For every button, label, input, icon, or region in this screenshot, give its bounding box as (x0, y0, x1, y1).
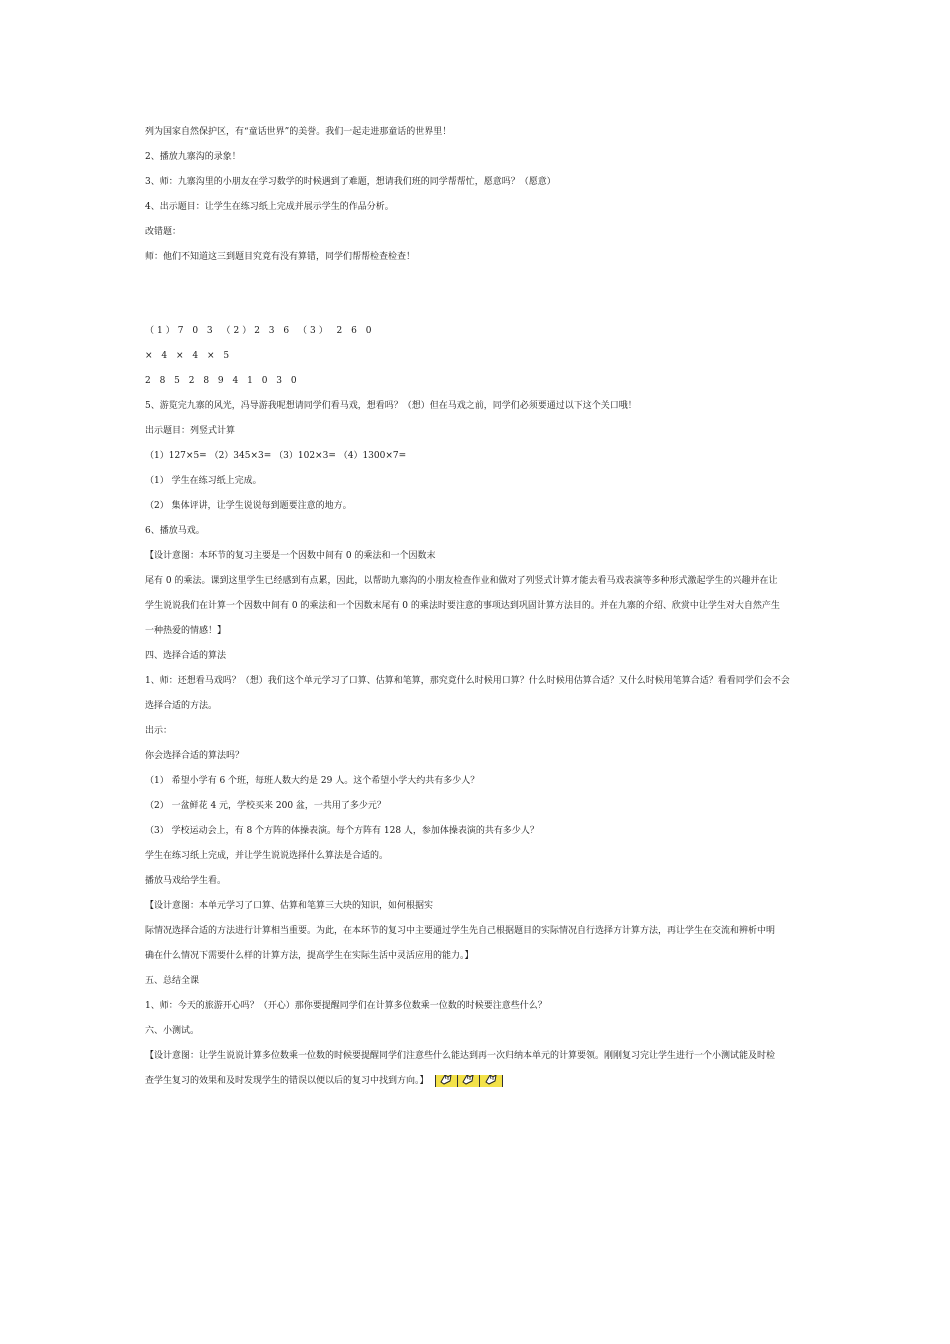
paragraph-line: 出示： (145, 726, 173, 736)
math-problem-line: 2 8 5 2 8 9 4 1 0 3 0 (145, 376, 300, 386)
paragraph-line: （2） 集体评讲，让学生说说每到题要注意的地方。 (145, 501, 352, 511)
paragraph-line: 一种热爱的情感！】 (145, 626, 227, 636)
stamp-strip (435, 1075, 503, 1087)
paragraph-line: （2） 一盆鲜花 4 元，学校买来 200 盆，一共用了多少元？ (145, 801, 386, 811)
paragraph-line: 【设计意图：本环节的复习主要是一个因数中间有 0 的乘法和一个因数末 (145, 551, 436, 561)
paragraph-line: 选择合适的方法。 (145, 701, 218, 711)
paragraph-line: 学生在练习纸上完成，并让学生说说选择什么算法是合适的。 (145, 851, 389, 861)
paragraph-line: 你会选择合适的算法吗？ (145, 751, 245, 761)
paragraph-line: 3、师：九寨沟里的小朋友在学习数学的时候遇到了难题，想请我们班的同学帮帮忙，愿意吗？（愿意） (145, 177, 556, 187)
blank-space (145, 276, 815, 325)
final-line (145, 1075, 815, 1087)
math-problem-line: （1）7 0 3 （2）2 3 6 （3） 2 6 0 (145, 326, 375, 336)
paragraph-line: （3） 学校运动会上，有 8 个方阵的体操表演。每个方阵有 128 人，参加体操表演的共有多少人？ (145, 826, 539, 836)
paragraph-line: 【设计意图：本单元学习了口算、估算和笔算三大块的知识，如何根据实 (145, 901, 434, 911)
paragraph-line: （1） 希望小学有 6 个班，每班人数大约是 29 人。这个希望小学大约共有多少人？ (145, 776, 480, 786)
hand-pointer-icon (480, 1075, 502, 1087)
section-heading: 六、小测试。 (145, 1026, 200, 1036)
paragraph-line: 学生说说我们在计算一个因数中间有 0 的乘法和一个因数末尾有 0 的乘法时要注意的事项达到巩固计算方法目的。并在九寨的介绍、欣赏中让学生对大自然产生 (145, 601, 780, 611)
paragraph-line: 2、播放九寨沟的录象！ (145, 152, 241, 162)
paragraph-line: 确在什么情况下需要什么样的计算方法，提高学生在实际生活中灵活应用的能力。】 (145, 951, 474, 961)
document-page (145, 126, 815, 1100)
paragraph-line: 际情况选择合适的方法进行计算相当重要。为此，在本环节的复习中主要通过学生先自己根据题目的实际情况自行选择方计算方法，再让学生在交流和辨析中明 (145, 926, 776, 936)
section-heading: 五、总结全课 (145, 976, 200, 986)
paragraph-line: 改错题： (145, 227, 182, 237)
paragraph-line: 1、师：还想看马戏吗？（想）我们这个单元学习了口算、估算和笔算，那究竟什么时候用口算？什么时候用估算合适？又什么时候用笔算合适？看看同学们会不会 (145, 676, 790, 686)
paragraph-line: 出示题目：列竖式计算 (145, 426, 236, 436)
paragraph-line: 师：他们不知道这三到题目究竟有没有算错，同学们帮帮检查检查！ (145, 252, 416, 262)
paragraph-line: （1）127×5= （2）345×3= （3）102×3= （4）1300×7= (145, 451, 407, 461)
paragraph-line: 1、师：今天的旅游开心吗？（开心）那你要提醒同学们在计算多位数乘一位数的时候要注意些什么？ (145, 1001, 547, 1011)
paragraph-line: 播放马戏给学生看。 (145, 876, 227, 886)
paragraph-line: 6、播放马戏。 (145, 526, 205, 536)
paragraph-line: 4、出示题目：让学生在练习纸上完成并展示学生的作品分析。 (145, 202, 394, 212)
paragraph-line: 【设计意图：让学生说说计算多位数乘一位数的时候要提醒同学们注意些什么能达到再一次归纳本单元的计算要领。刚刚复习完让学生进行一个小测试能及时检 (145, 1051, 776, 1061)
paragraph-line: 5、游览完九寨的风光，冯导游我呢想请同学们看马戏，想看吗？（想）但在马戏之前，同学们必须要通过以下这个关口哦！ (145, 401, 637, 411)
hand-pointer-icon (436, 1075, 458, 1087)
math-problem-line: × 4 × 4 × 5 (145, 351, 233, 361)
paragraph-line: 列为国家自然保护区，有“童话世界”的美誉。我们一起走进那童话的世界里！ (145, 127, 452, 137)
paragraph-line: 查学生复习的效果和及时发现学生的错误以便以后的复习中找到方向。】 (145, 1076, 429, 1086)
hand-pointer-icon (458, 1075, 480, 1087)
section-heading: 四、选择合适的算法 (145, 651, 227, 661)
paragraph-line: 尾有 0 的乘法。课到这里学生已经感到有点累，因此，以帮助九寨沟的小朋友检查作业和做对了列竖式计算才能去看马戏表演等多种形式激起学生的兴趣并在让 (145, 576, 778, 586)
paragraph-line: （1） 学生在练习纸上完成。 (145, 476, 262, 486)
